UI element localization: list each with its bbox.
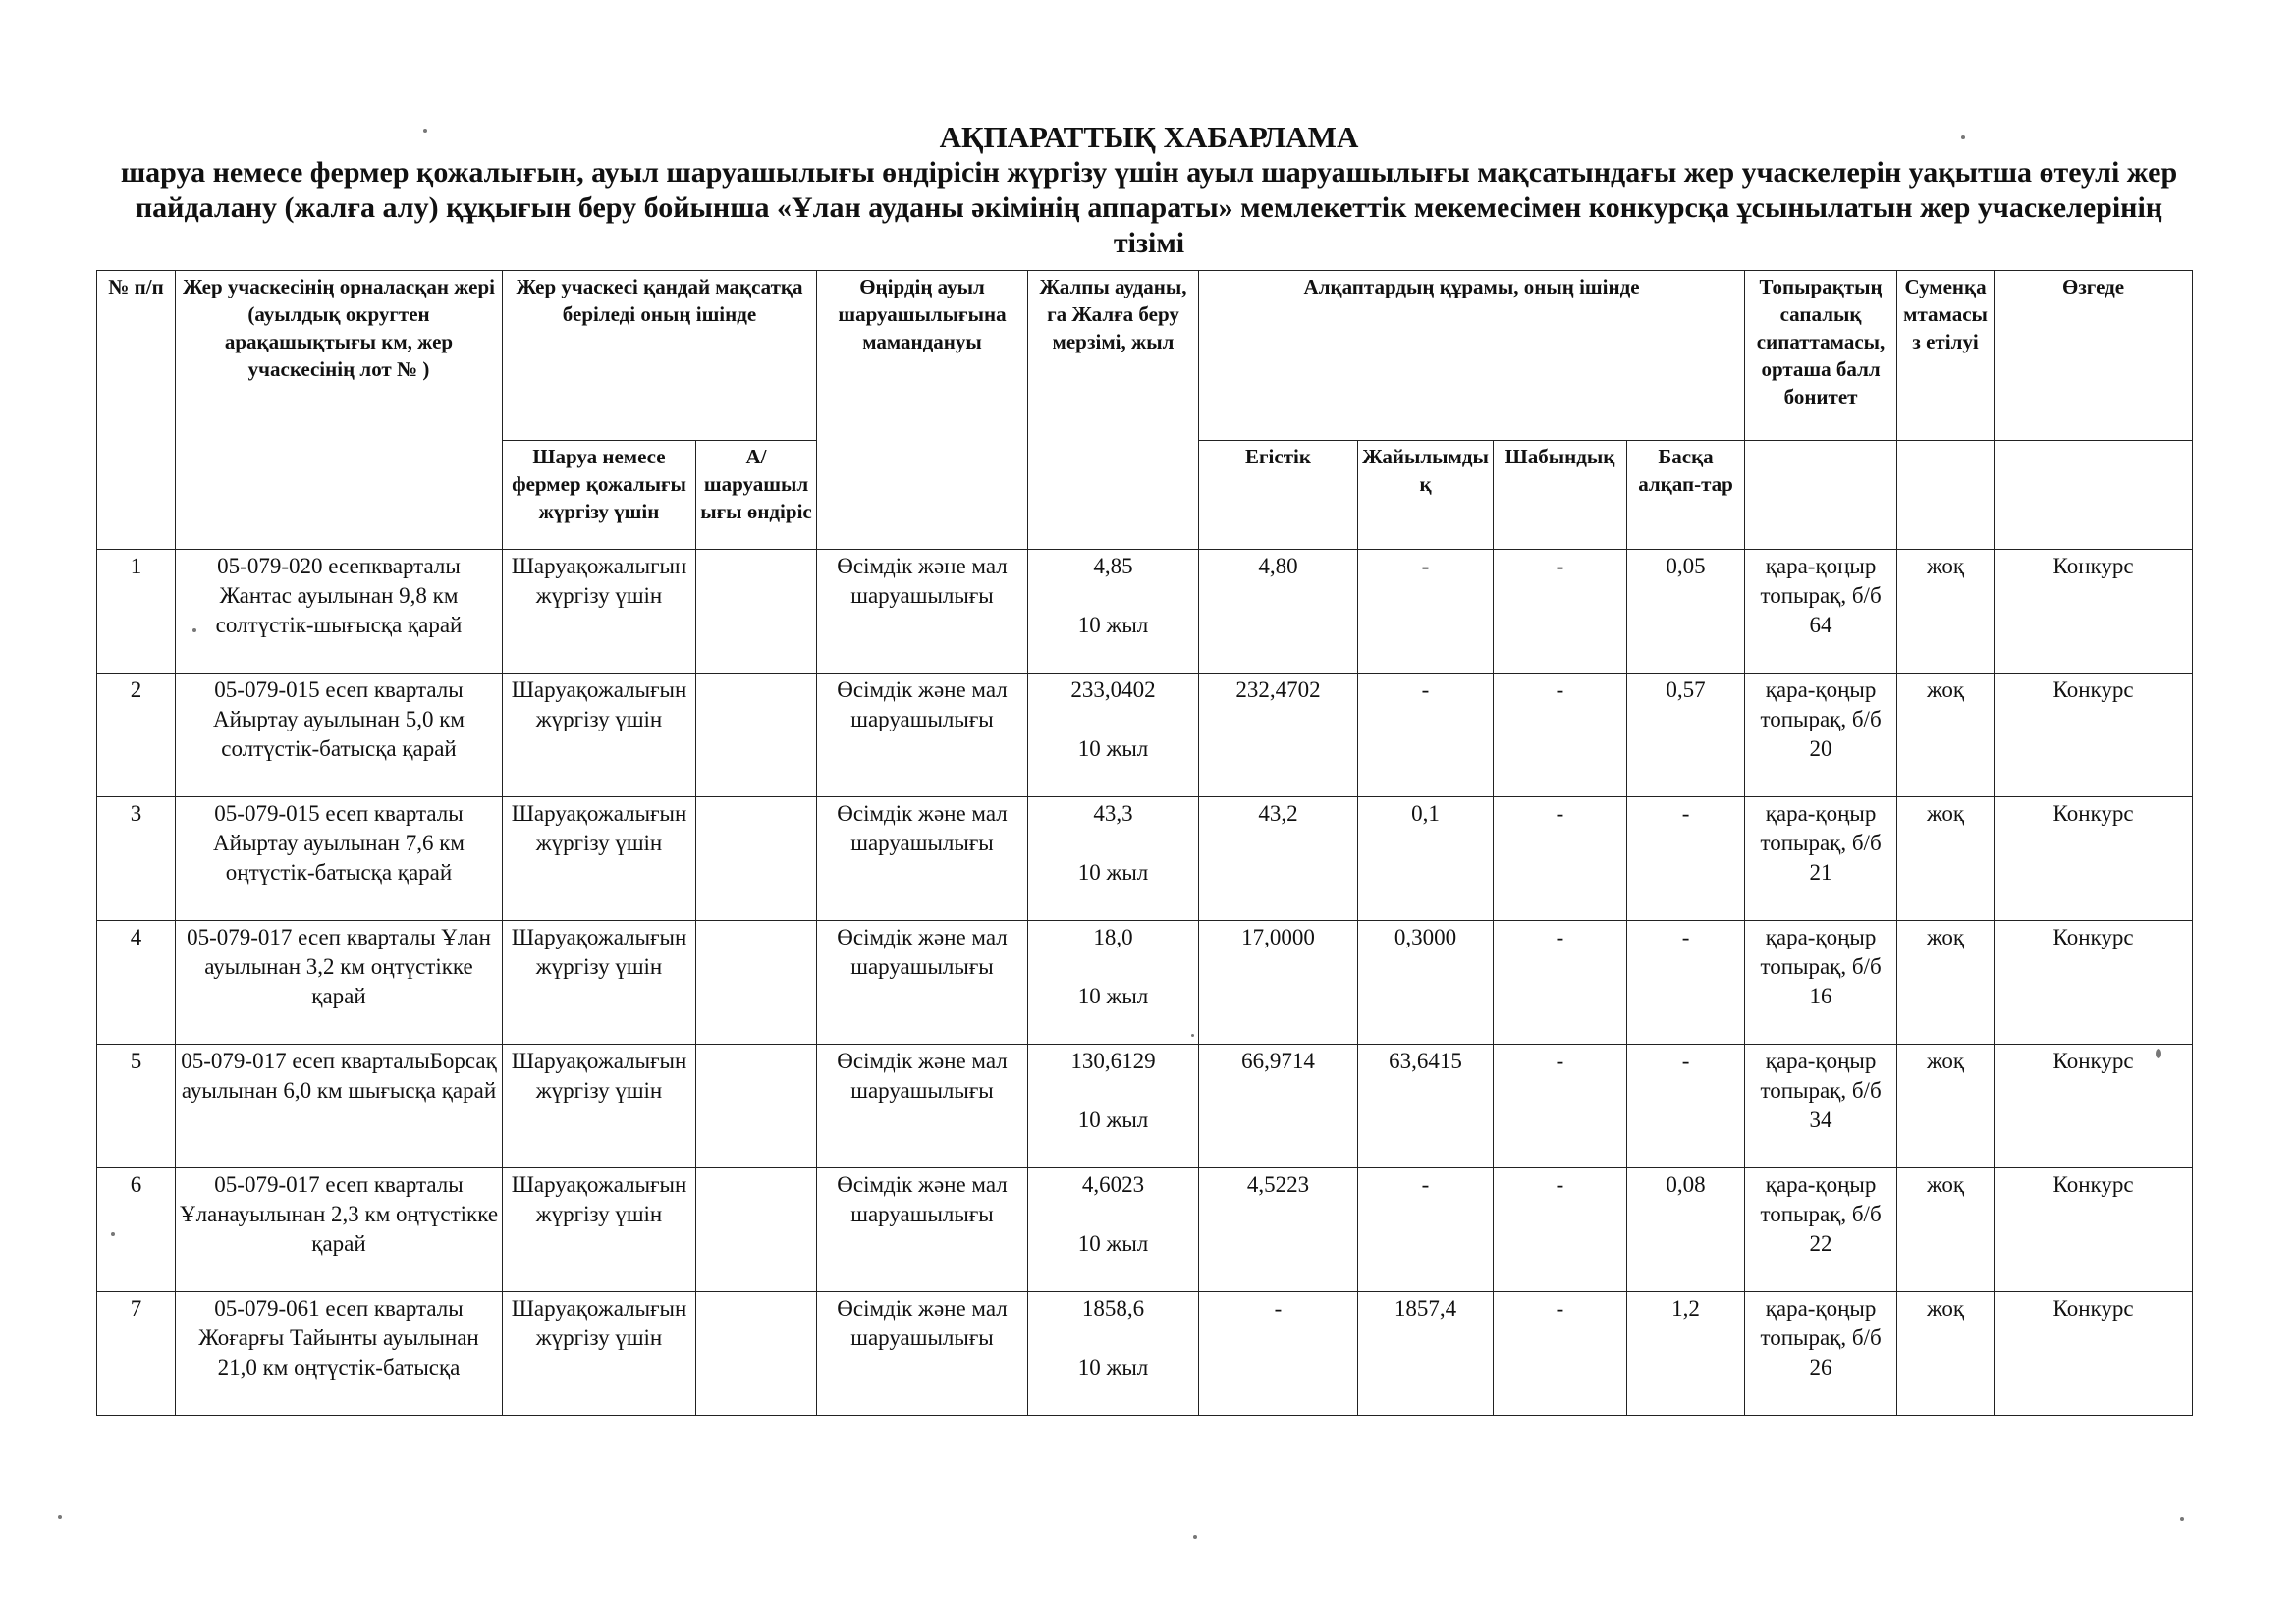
scan-speck (2156, 1049, 2161, 1058)
row-lease-term: 10 жыл (1077, 984, 1149, 1008)
row-lease-term: 10 жыл (1077, 1108, 1149, 1132)
row-hayfield: - (1494, 921, 1627, 1045)
scan-speck (111, 1232, 115, 1236)
col-header-hayfield: Шабындық (1494, 441, 1627, 550)
row-purpose-farm: Шаруақожалығынжүргізу үшін (503, 1045, 696, 1168)
col-header-other: Өзгеде (1995, 271, 2193, 441)
row-number: 6 (97, 1168, 176, 1292)
row-number: 1 (97, 550, 176, 674)
col-header-arable: Егістік (1199, 441, 1358, 550)
row-purpose-agri (696, 1168, 817, 1292)
row-number: 4 (97, 921, 176, 1045)
row-purpose-agri (696, 1292, 817, 1416)
row-number: 7 (97, 1292, 176, 1416)
row-pasture: 0,1 (1358, 797, 1494, 921)
row-area-value: 1858,6 (1081, 1296, 1145, 1321)
document-header (98, 120, 2200, 261)
row-other-land: - (1627, 797, 1745, 921)
row-purpose-agri (696, 550, 817, 674)
row-hayfield: - (1494, 674, 1627, 797)
row-hayfield: - (1494, 1045, 1627, 1168)
row-other-land: 0,05 (1627, 550, 1745, 674)
row-arable: 232,4702 (1199, 674, 1358, 797)
row-water: жоқ (1897, 674, 1995, 797)
row-pasture: 0,3000 (1358, 921, 1494, 1045)
row-lease-term: 10 жыл (1077, 736, 1149, 761)
row-location: 05-079-017 есеп кварталыБорсақ ауылынан 6,0 км шығысқа қарай (176, 1045, 503, 1168)
row-area (1028, 1045, 1199, 1168)
row-other-land: - (1627, 1045, 1745, 1168)
col-header-location: Жер учаскесінің орналасқан жері (ауылдық округтен арақашықтығы км, жер учаскесінің лот № ) (176, 271, 503, 550)
row-hayfield: - (1494, 550, 1627, 674)
row-purpose-agri (696, 674, 817, 797)
header-row-1 (97, 271, 2193, 441)
row-number: 3 (97, 797, 176, 921)
row-area (1028, 550, 1199, 674)
row-area-value: 43,3 (1093, 801, 1133, 826)
col-header-other-land: Басқа алқап-тар (1627, 441, 1745, 550)
row-arable: 4,5223 (1199, 1168, 1358, 1292)
row-other: Конкурс (1995, 674, 2193, 797)
row-other: Конкурс (1995, 921, 2193, 1045)
row-number: 2 (97, 674, 176, 797)
row-specialization: Өсімдік және мал шаруашылығы (817, 1292, 1028, 1416)
row-purpose-farm: Шаруақожалығынжүргізу үшін (503, 674, 696, 797)
row-specialization: Өсімдік және мал шаруашылығы (817, 797, 1028, 921)
scan-speck (1193, 1535, 1197, 1539)
row-other-land: 0,57 (1627, 674, 1745, 797)
col-header-specialization: Өңірдің ауыл шаруашылығына мамандануы (817, 271, 1028, 550)
scan-speck (58, 1515, 62, 1519)
col-header-purpose: Жер учаскесі қандай мақсатқа беріледі оның ішінде (503, 271, 817, 441)
row-water: жоқ (1897, 1168, 1995, 1292)
document-title: АҚПАРАТТЫҚ ХАБАРЛАМА (939, 120, 1359, 154)
row-hayfield: - (1494, 1168, 1627, 1292)
col-header-composition: Алқаптардың құрамы, оның ішінде (1199, 271, 1745, 441)
row-soil: қара-қоңыр топырақ, б/б 26 (1745, 1292, 1897, 1416)
row-arable: 4,80 (1199, 550, 1358, 674)
table-row (97, 1292, 2193, 1416)
col-header-num: № п/п (97, 271, 176, 550)
scan-speck (2180, 1517, 2184, 1521)
row-number: 5 (97, 1045, 176, 1168)
row-purpose-farm: Шаруақожалығынжүргізу үшін (503, 1292, 696, 1416)
scan-speck (423, 129, 427, 133)
row-soil: қара-қоңыр топырақ, б/б 34 (1745, 1045, 1897, 1168)
col-header-soil: Топырақтың сапалық сипаттамасы, орташа балл бонитет (1745, 271, 1897, 441)
row-hayfield: - (1494, 797, 1627, 921)
row-specialization: Өсімдік және мал шаруашылығы (817, 1045, 1028, 1168)
col-header-other-empty (1995, 441, 2193, 550)
row-other-land: - (1627, 921, 1745, 1045)
land-plots-table (96, 270, 2193, 1416)
row-purpose-farm: Шаруақожалығынжүргізу үшін (503, 797, 696, 921)
row-lease-term: 10 жыл (1077, 1231, 1149, 1256)
row-soil: қара-қоңыр топырақ, б/б 20 (1745, 674, 1897, 797)
row-soil: қара-қоңыр топырақ, б/б 22 (1745, 1168, 1897, 1292)
row-purpose-agri (696, 921, 817, 1045)
row-location: 05-079-015 есеп кварталы Айыртау ауылынан 5,0 км солтүстік-батысқа қарай (176, 674, 503, 797)
row-purpose-agri (696, 797, 817, 921)
document-subtitle: шаруа немесе фермер қожалығын, ауыл шаруашылығы өндірісін жүргізу үшін ауыл шаруашылығы мақсатындағы жер учаскелерін уақытша өтеулі жер пайдалану (жалға алу) құқығын беру бойынша «Ұлан ауданы әкімінің аппараты» мемлекеттік мекемесімен конкурсқа ұсынылатын жер учаскелерінің тізімі (120, 156, 2178, 259)
table-row (97, 921, 2193, 1045)
col-header-water-empty (1897, 441, 1995, 550)
row-other: Конкурс (1995, 550, 2193, 674)
row-area-value: 18,0 (1093, 925, 1133, 949)
table-row (97, 674, 2193, 797)
row-area (1028, 1168, 1199, 1292)
row-arable: 66,9714 (1199, 1045, 1358, 1168)
table-row (97, 797, 2193, 921)
row-water: жоқ (1897, 1045, 1995, 1168)
row-area-value: 130,6129 (1070, 1049, 1156, 1073)
row-arable: 43,2 (1199, 797, 1358, 921)
row-pasture: - (1358, 550, 1494, 674)
row-specialization: Өсімдік және мал шаруашылығы (817, 674, 1028, 797)
row-location: 05-079-061 есеп кварталы Жоғарғы Тайынты ауылынан 21,0 км оңтүстік-батысқа (176, 1292, 503, 1416)
row-location: 05-079-020 есепкварталы Жантас ауылынан 9,8 км солтүстік-шығысқа қарай (176, 550, 503, 674)
row-hayfield: - (1494, 1292, 1627, 1416)
row-lease-term: 10 жыл (1077, 860, 1149, 885)
col-header-pasture: Жайылымдық (1358, 441, 1494, 550)
row-soil: қара-қоңыр топырақ, б/б 21 (1745, 797, 1897, 921)
row-purpose-farm: Шаруақожалығынжүргізу үшін (503, 550, 696, 674)
row-lease-term: 10 жыл (1077, 1355, 1149, 1380)
row-pasture: 1857,4 (1358, 1292, 1494, 1416)
row-purpose-agri (696, 1045, 817, 1168)
row-location: 05-079-015 есеп кварталы Айыртау ауылынан 7,6 км оңтүстік-батысқа қарай (176, 797, 503, 921)
row-area-value: 4,85 (1093, 554, 1133, 578)
scan-speck (1191, 1034, 1194, 1037)
row-area-value: 4,6023 (1081, 1172, 1145, 1197)
row-arable: - (1199, 1292, 1358, 1416)
col-header-purpose-agri: А/шаруашылығы өндіріс (696, 441, 817, 550)
row-pasture: - (1358, 1168, 1494, 1292)
row-water: жоқ (1897, 1292, 1995, 1416)
row-area (1028, 921, 1199, 1045)
row-purpose-farm: Шаруақожалығынжүргізу үшін (503, 1168, 696, 1292)
row-area-value: 233,0402 (1070, 677, 1156, 702)
row-other-land: 0,08 (1627, 1168, 1745, 1292)
row-water: жоқ (1897, 797, 1995, 921)
row-pasture: - (1358, 674, 1494, 797)
table-row (97, 1168, 2193, 1292)
row-purpose-farm: Шаруақожалығынжүргізу үшін (503, 921, 696, 1045)
row-area (1028, 674, 1199, 797)
table-body (97, 550, 2193, 1416)
row-soil: қара-қоңыр топырақ, б/б 16 (1745, 921, 1897, 1045)
col-header-soil-empty (1745, 441, 1897, 550)
table-row (97, 550, 2193, 674)
row-other: Конкурс (1995, 1292, 2193, 1416)
row-arable: 17,0000 (1199, 921, 1358, 1045)
col-header-water: Суменқамтамасыз етілуі (1897, 271, 1995, 441)
row-other: Конкурс (1995, 1045, 2193, 1168)
row-water: жоқ (1897, 550, 1995, 674)
col-header-area: Жалпы ауданы, га Жалға беру мерзімі, жыл (1028, 271, 1199, 550)
row-specialization: Өсімдік және мал шаруашылығы (817, 1168, 1028, 1292)
row-other: Конкурс (1995, 1168, 2193, 1292)
row-specialization: Өсімдік және мал шаруашылығы (817, 921, 1028, 1045)
col-header-purpose-farm: Шаруа немесе фермер қожалығы жүргізу үшін (503, 441, 696, 550)
row-lease-term: 10 жыл (1077, 613, 1149, 637)
row-specialization: Өсімдік және мал шаруашылығы (817, 550, 1028, 674)
row-area (1028, 797, 1199, 921)
row-area (1028, 1292, 1199, 1416)
row-location: 05-079-017 есеп кварталы Ұлан ауылынан 3,2 км оңтүстікке қарай (176, 921, 503, 1045)
table-row (97, 1045, 2193, 1168)
row-pasture: 63,6415 (1358, 1045, 1494, 1168)
scan-speck (192, 628, 196, 632)
row-location: 05-079-017 есеп кварталы Ұланауылынан 2,3 км оңтүстікке қарай (176, 1168, 503, 1292)
row-other-land: 1,2 (1627, 1292, 1745, 1416)
scan-speck (1961, 135, 1965, 139)
row-other: Конкурс (1995, 797, 2193, 921)
row-soil: қара-қоңыр топырақ, б/б 64 (1745, 550, 1897, 674)
row-water: жоқ (1897, 921, 1995, 1045)
